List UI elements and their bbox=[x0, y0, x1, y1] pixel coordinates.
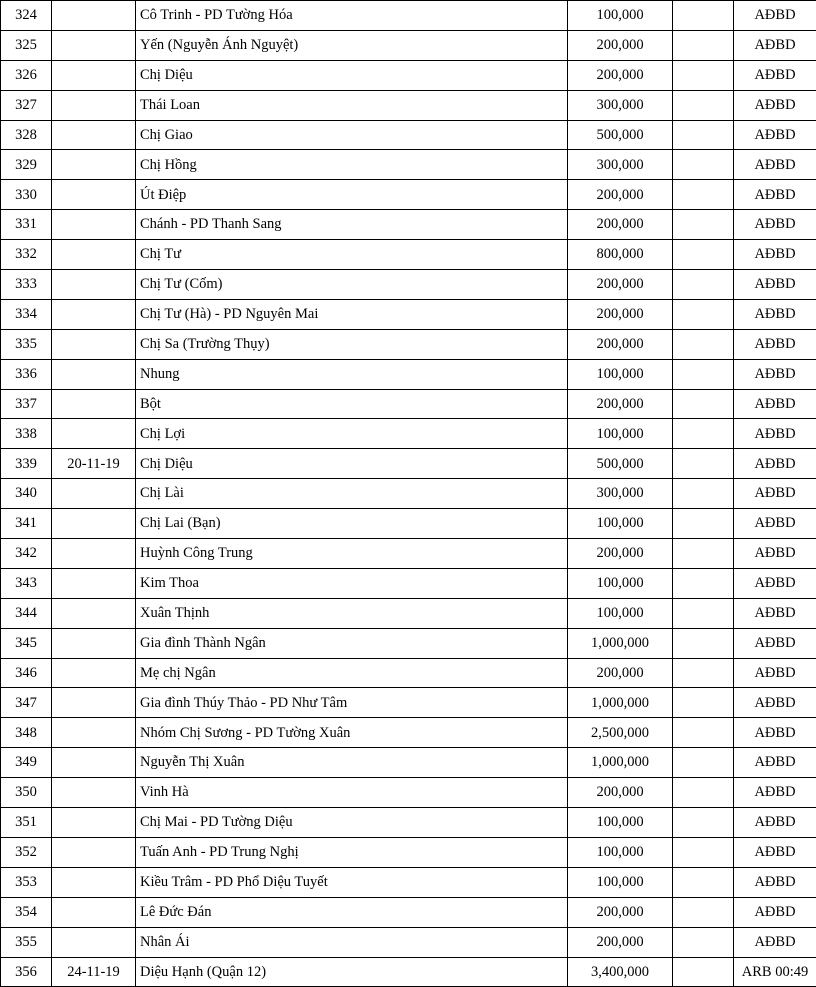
row-date bbox=[52, 479, 136, 509]
row-index: 334 bbox=[1, 299, 52, 329]
row-index: 330 bbox=[1, 180, 52, 210]
row-note: AĐBD bbox=[734, 688, 816, 718]
row-date bbox=[52, 270, 136, 300]
row-index: 329 bbox=[1, 150, 52, 180]
row-index: 338 bbox=[1, 419, 52, 449]
table-row bbox=[1, 210, 816, 240]
row-index: 325 bbox=[1, 30, 52, 60]
row-name: Gia đình Thúy Thảo - PD Như Tâm bbox=[136, 688, 568, 718]
row-name: Út Điệp bbox=[136, 180, 568, 210]
row-note: AĐBD bbox=[734, 60, 816, 90]
row-note: AĐBD bbox=[734, 449, 816, 479]
row-amount: 300,000 bbox=[568, 150, 673, 180]
row-index: 328 bbox=[1, 120, 52, 150]
row-name: Nguyễn Thị Xuân bbox=[136, 748, 568, 778]
table-row bbox=[1, 568, 816, 598]
row-name: Kim Thoa bbox=[136, 568, 568, 598]
row-spare bbox=[673, 837, 734, 867]
row-spare bbox=[673, 1, 734, 31]
row-note: AĐBD bbox=[734, 30, 816, 60]
row-amount: 500,000 bbox=[568, 120, 673, 150]
row-name: Thái Loan bbox=[136, 90, 568, 120]
row-index: 355 bbox=[1, 927, 52, 957]
row-note: AĐBD bbox=[734, 359, 816, 389]
row-name: Chị Tư (Hà) - PD Nguyên Mai bbox=[136, 299, 568, 329]
row-amount: 200,000 bbox=[568, 299, 673, 329]
row-name: Chị Lợi bbox=[136, 419, 568, 449]
table-row bbox=[1, 957, 816, 987]
row-date bbox=[52, 778, 136, 808]
row-date bbox=[52, 748, 136, 778]
table-row bbox=[1, 778, 816, 808]
row-index: 333 bbox=[1, 270, 52, 300]
row-name: Tuấn Anh - PD Trung Nghị bbox=[136, 837, 568, 867]
row-note: AĐBD bbox=[734, 270, 816, 300]
row-index: 337 bbox=[1, 389, 52, 419]
row-name: Lê Đức Đán bbox=[136, 897, 568, 927]
row-index: 335 bbox=[1, 329, 52, 359]
row-date bbox=[52, 389, 136, 419]
row-index: 346 bbox=[1, 658, 52, 688]
row-amount: 100,000 bbox=[568, 808, 673, 838]
row-name: Kiều Trâm - PD Phổ Diệu Tuyết bbox=[136, 867, 568, 897]
row-index: 351 bbox=[1, 808, 52, 838]
row-date: 20-11-19 bbox=[52, 449, 136, 479]
row-date bbox=[52, 359, 136, 389]
row-note: AĐBD bbox=[734, 748, 816, 778]
row-spare bbox=[673, 957, 734, 987]
row-amount: 100,000 bbox=[568, 837, 673, 867]
table-row bbox=[1, 688, 816, 718]
row-amount: 1,000,000 bbox=[568, 748, 673, 778]
row-date bbox=[52, 897, 136, 927]
row-note: AĐBD bbox=[734, 837, 816, 867]
table-row bbox=[1, 539, 816, 569]
row-spare bbox=[673, 180, 734, 210]
row-date bbox=[52, 1, 136, 31]
row-name: Vinh Hà bbox=[136, 778, 568, 808]
table-row bbox=[1, 449, 816, 479]
row-spare bbox=[673, 568, 734, 598]
row-note: AĐBD bbox=[734, 927, 816, 957]
row-spare bbox=[673, 240, 734, 270]
row-amount: 100,000 bbox=[568, 598, 673, 628]
row-name: Huỳnh Công Trung bbox=[136, 539, 568, 569]
row-date bbox=[52, 658, 136, 688]
row-date bbox=[52, 150, 136, 180]
row-date bbox=[52, 299, 136, 329]
row-amount: 100,000 bbox=[568, 568, 673, 598]
table-row bbox=[1, 299, 816, 329]
table-row bbox=[1, 150, 816, 180]
row-date bbox=[52, 60, 136, 90]
row-amount: 800,000 bbox=[568, 240, 673, 270]
row-name: Chị Diệu bbox=[136, 60, 568, 90]
table-row bbox=[1, 748, 816, 778]
row-date: 24-11-19 bbox=[52, 957, 136, 987]
row-spare bbox=[673, 90, 734, 120]
row-amount: 2,500,000 bbox=[568, 718, 673, 748]
row-date bbox=[52, 509, 136, 539]
row-date bbox=[52, 568, 136, 598]
table-row bbox=[1, 837, 816, 867]
row-note: AĐBD bbox=[734, 120, 816, 150]
row-index: 345 bbox=[1, 628, 52, 658]
row-spare bbox=[673, 897, 734, 927]
row-amount: 200,000 bbox=[568, 60, 673, 90]
row-amount: 200,000 bbox=[568, 658, 673, 688]
row-note: AĐBD bbox=[734, 539, 816, 569]
row-note: AĐBD bbox=[734, 389, 816, 419]
row-spare bbox=[673, 150, 734, 180]
row-name: Nhóm Chị Sương - PD Tường Xuân bbox=[136, 718, 568, 748]
row-index: 326 bbox=[1, 60, 52, 90]
row-name: Cô Trinh - PD Tường Hóa bbox=[136, 1, 568, 31]
row-note: AĐBD bbox=[734, 778, 816, 808]
row-amount: 200,000 bbox=[568, 180, 673, 210]
row-index: 350 bbox=[1, 778, 52, 808]
row-spare bbox=[673, 270, 734, 300]
row-note: AĐBD bbox=[734, 150, 816, 180]
row-date bbox=[52, 240, 136, 270]
row-name: Chị Sa (Trường Thụy) bbox=[136, 329, 568, 359]
table-row bbox=[1, 1, 816, 31]
row-spare bbox=[673, 120, 734, 150]
row-amount: 200,000 bbox=[568, 778, 673, 808]
row-date bbox=[52, 598, 136, 628]
row-amount: 100,000 bbox=[568, 867, 673, 897]
row-name: Mẹ chị Ngân bbox=[136, 658, 568, 688]
row-spare bbox=[673, 359, 734, 389]
row-spare bbox=[673, 748, 734, 778]
row-date bbox=[52, 419, 136, 449]
row-date bbox=[52, 210, 136, 240]
row-index: 356 bbox=[1, 957, 52, 987]
table-row bbox=[1, 479, 816, 509]
table-row bbox=[1, 509, 816, 539]
row-amount: 500,000 bbox=[568, 449, 673, 479]
row-amount: 200,000 bbox=[568, 30, 673, 60]
row-name: Chị Lai (Bạn) bbox=[136, 509, 568, 539]
row-spare bbox=[673, 389, 734, 419]
row-spare bbox=[673, 778, 734, 808]
row-note: AĐBD bbox=[734, 180, 816, 210]
row-name: Chánh - PD Thanh Sang bbox=[136, 210, 568, 240]
row-amount: 200,000 bbox=[568, 329, 673, 359]
row-note: AĐBD bbox=[734, 808, 816, 838]
row-spare bbox=[673, 658, 734, 688]
row-note: ARB 00:49 bbox=[734, 957, 816, 987]
row-index: 354 bbox=[1, 897, 52, 927]
row-name: Diệu Hạnh (Quận 12) bbox=[136, 957, 568, 987]
row-name: Chị Mai - PD Tường Diệu bbox=[136, 808, 568, 838]
table-row bbox=[1, 419, 816, 449]
row-date bbox=[52, 120, 136, 150]
row-index: 339 bbox=[1, 449, 52, 479]
row-amount: 200,000 bbox=[568, 210, 673, 240]
row-note: AĐBD bbox=[734, 658, 816, 688]
row-amount: 100,000 bbox=[568, 419, 673, 449]
table-row bbox=[1, 718, 816, 748]
row-name: Nhân Ái bbox=[136, 927, 568, 957]
row-spare bbox=[673, 479, 734, 509]
row-name: Chị Tư bbox=[136, 240, 568, 270]
table-row bbox=[1, 329, 816, 359]
row-amount: 100,000 bbox=[568, 1, 673, 31]
row-date bbox=[52, 329, 136, 359]
row-index: 340 bbox=[1, 479, 52, 509]
row-amount: 1,000,000 bbox=[568, 688, 673, 718]
row-index: 349 bbox=[1, 748, 52, 778]
row-spare bbox=[673, 718, 734, 748]
row-note: AĐBD bbox=[734, 598, 816, 628]
row-date bbox=[52, 808, 136, 838]
row-note: AĐBD bbox=[734, 867, 816, 897]
row-note: AĐBD bbox=[734, 509, 816, 539]
row-spare bbox=[673, 867, 734, 897]
row-note: AĐBD bbox=[734, 299, 816, 329]
table-row bbox=[1, 658, 816, 688]
row-spare bbox=[673, 688, 734, 718]
row-spare bbox=[673, 509, 734, 539]
table-row bbox=[1, 897, 816, 927]
row-amount: 100,000 bbox=[568, 359, 673, 389]
row-name: Chị Hồng bbox=[136, 150, 568, 180]
table-row bbox=[1, 240, 816, 270]
row-name: Yến (Nguyễn Ánh Nguyệt) bbox=[136, 30, 568, 60]
row-spare bbox=[673, 60, 734, 90]
table-row bbox=[1, 867, 816, 897]
row-amount: 200,000 bbox=[568, 897, 673, 927]
row-index: 347 bbox=[1, 688, 52, 718]
row-amount: 300,000 bbox=[568, 90, 673, 120]
row-date bbox=[52, 867, 136, 897]
row-spare bbox=[673, 539, 734, 569]
row-name: Nhung bbox=[136, 359, 568, 389]
row-note: AĐBD bbox=[734, 479, 816, 509]
row-note: AĐBD bbox=[734, 329, 816, 359]
row-amount: 200,000 bbox=[568, 539, 673, 569]
row-index: 342 bbox=[1, 539, 52, 569]
row-index: 341 bbox=[1, 509, 52, 539]
table-body bbox=[1, 1, 816, 987]
row-amount: 100,000 bbox=[568, 509, 673, 539]
row-date bbox=[52, 927, 136, 957]
row-spare bbox=[673, 598, 734, 628]
row-note: AĐBD bbox=[734, 419, 816, 449]
row-date bbox=[52, 180, 136, 210]
row-index: 327 bbox=[1, 90, 52, 120]
row-index: 352 bbox=[1, 837, 52, 867]
row-amount: 1,000,000 bbox=[568, 628, 673, 658]
row-index: 336 bbox=[1, 359, 52, 389]
row-note: AĐBD bbox=[734, 718, 816, 748]
row-index: 343 bbox=[1, 568, 52, 598]
row-spare bbox=[673, 30, 734, 60]
table-row bbox=[1, 90, 816, 120]
row-name: Gia đình Thành Ngân bbox=[136, 628, 568, 658]
row-spare bbox=[673, 808, 734, 838]
row-date bbox=[52, 628, 136, 658]
row-spare bbox=[673, 449, 734, 479]
row-note: AĐBD bbox=[734, 1, 816, 31]
row-date bbox=[52, 837, 136, 867]
row-index: 332 bbox=[1, 240, 52, 270]
row-amount: 200,000 bbox=[568, 389, 673, 419]
row-note: AĐBD bbox=[734, 210, 816, 240]
table-row bbox=[1, 180, 816, 210]
table-row bbox=[1, 120, 816, 150]
row-spare bbox=[673, 419, 734, 449]
row-name: Chị Giao bbox=[136, 120, 568, 150]
row-amount: 3,400,000 bbox=[568, 957, 673, 987]
table-row bbox=[1, 60, 816, 90]
row-index: 348 bbox=[1, 718, 52, 748]
row-index: 331 bbox=[1, 210, 52, 240]
row-name: Chị Diệu bbox=[136, 449, 568, 479]
row-date bbox=[52, 90, 136, 120]
row-note: AĐBD bbox=[734, 897, 816, 927]
table-row bbox=[1, 927, 816, 957]
row-index: 344 bbox=[1, 598, 52, 628]
row-amount: 200,000 bbox=[568, 270, 673, 300]
row-name: Chị Lài bbox=[136, 479, 568, 509]
row-spare bbox=[673, 329, 734, 359]
table-row bbox=[1, 270, 816, 300]
row-spare bbox=[673, 628, 734, 658]
row-note: AĐBD bbox=[734, 90, 816, 120]
row-index: 324 bbox=[1, 1, 52, 31]
table-row bbox=[1, 359, 816, 389]
row-note: AĐBD bbox=[734, 628, 816, 658]
table-row bbox=[1, 30, 816, 60]
row-note: AĐBD bbox=[734, 240, 816, 270]
table-row bbox=[1, 389, 816, 419]
table-row bbox=[1, 808, 816, 838]
table-row bbox=[1, 598, 816, 628]
table-row bbox=[1, 628, 816, 658]
row-date bbox=[52, 30, 136, 60]
row-amount: 300,000 bbox=[568, 479, 673, 509]
row-name: Xuân Thịnh bbox=[136, 598, 568, 628]
row-date bbox=[52, 539, 136, 569]
row-name: Chị Tư (Cốm) bbox=[136, 270, 568, 300]
row-note: AĐBD bbox=[734, 568, 816, 598]
row-spare bbox=[673, 210, 734, 240]
row-spare bbox=[673, 927, 734, 957]
row-name: Bột bbox=[136, 389, 568, 419]
row-spare bbox=[673, 299, 734, 329]
row-date bbox=[52, 688, 136, 718]
row-date bbox=[52, 718, 136, 748]
row-amount: 200,000 bbox=[568, 927, 673, 957]
row-index: 353 bbox=[1, 867, 52, 897]
